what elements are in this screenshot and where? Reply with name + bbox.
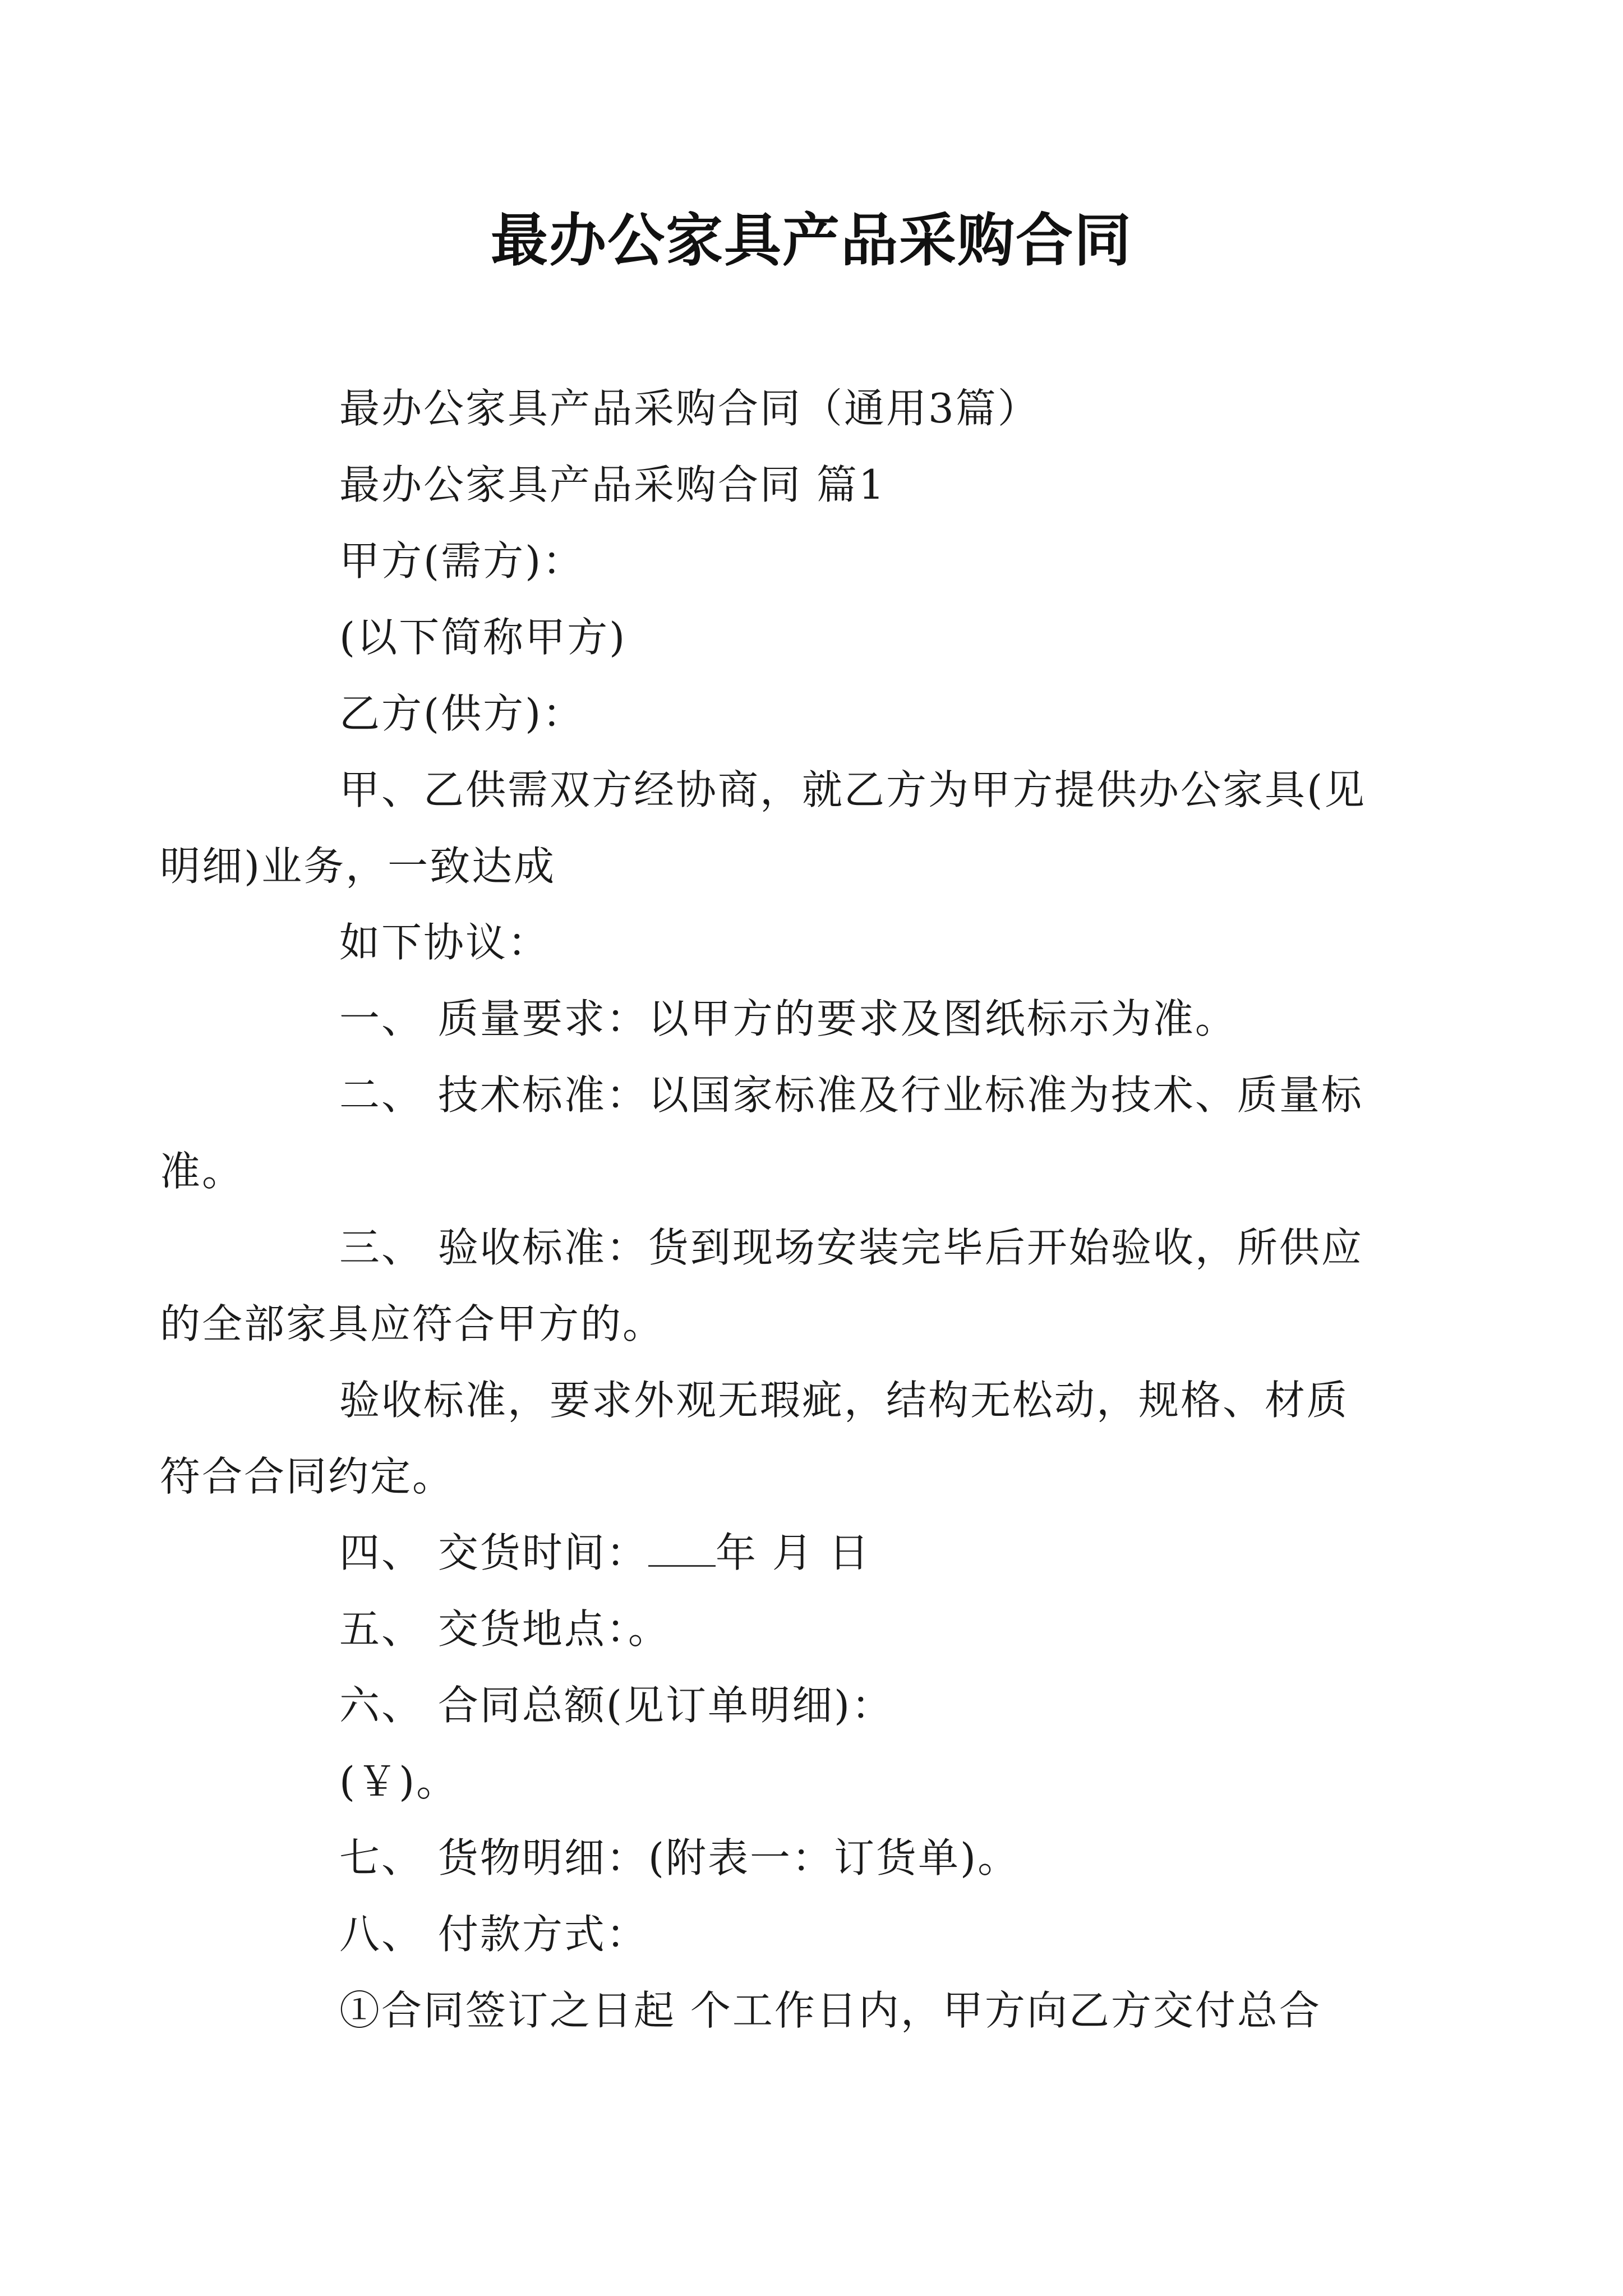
paragraph-clause-6: 六、 合同总额(见订单明细)： [339,1682,894,1729]
paragraph-amount: (￥)。 [339,1758,459,1805]
paragraph-clause-7: 七、 货物明细：(附表一：订货单)。 [339,1834,1020,1881]
paragraph-intro: 甲、乙供需双方经协商，就乙方为甲方提供办公家具(见明细)业务，一致达成 [160,766,1367,890]
paragraph-acceptance: 验收标准，要求外观无瑕疵，结构无松动，规格、材质符合合同约定。 [160,1377,1349,1500]
paragraph-clause-8: 八、 付款方式： [339,1911,648,1958]
paragraph-agreement: 如下协议： [339,919,550,966]
paragraph-clause-4 [250,1515,1388,1591]
paragraph-party-a: 甲方(需方)： [339,537,585,585]
paragraph-clause-5: 五、 交货地点：。 [339,1605,670,1653]
paragraph-clause-3: 三、 验收标准：货到现场安装完毕后开始验收，所供应的全部家具应符合甲方的。 [160,1224,1363,1347]
paragraph-clause-2: 二、 技术标准：以国家标准及行业标准为技术、质量标准。 [160,1071,1363,1195]
paragraph-party-b: 乙方(供方)： [339,690,585,737]
paragraph-payment-1: ①合同签订之日起 个工作日内，甲方向乙方交付总合 [339,1987,1321,2034]
delivery-time-label: 四、 交货时间： [339,1529,648,1576]
delivery-time-date: 年 月 日 [715,1529,871,1576]
paragraph-subtitle: 最办公家具产品采购合同（通用3篇） [339,385,1040,432]
date-blank-line [648,1531,716,1567]
paragraph-section-heading: 最办公家具产品采购合同 篇1 [339,461,886,508]
paragraph-clause-1: 一、 质量要求：以甲方的要求及图纸标示为准。 [339,995,1237,1042]
paragraph-party-a-abbr: (以下简称甲方) [339,614,627,661]
document-body [160,370,1388,2049]
document-title: 最办公家具产品采购合同 [491,208,1132,274]
